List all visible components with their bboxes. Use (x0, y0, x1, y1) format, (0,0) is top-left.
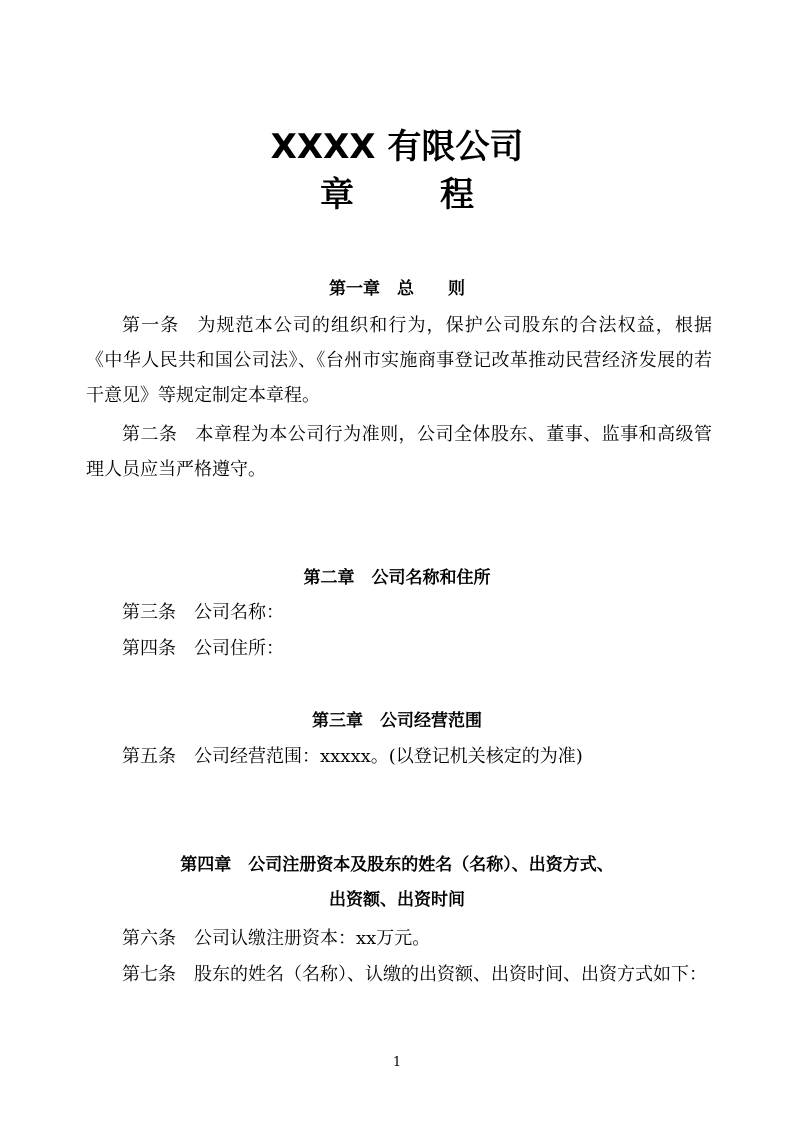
article-4-text: 公司住所： (194, 638, 284, 659)
article-2-text: 本章程为本公司行为准则，公司全体股东、董事、监事和高级管理人员应当严格遵守。 (86, 424, 713, 480)
chapter4-heading-line1: 第四章 公司注册资本及股东的姓名（名称）、出资方式、 (180, 855, 614, 875)
article-4 (122, 636, 722, 662)
article-6-label: 第六条 (122, 928, 176, 949)
article-7-label: 第七条 (122, 964, 176, 985)
article-5-text: 公司经营范围：xxxxx。(以登记机关核定的为准) (194, 746, 583, 767)
article-6-text: 公司认缴注册资本：xx万元。 (194, 928, 431, 949)
article-3-label: 第三条 (122, 602, 176, 623)
charter-title-char2: 程 (440, 175, 474, 215)
article-1-text: 为规范本公司的组织和行为，保护公司股东的合法权益，根据《中华人民共和国公司法》、《台州市实施商事登记改革推动民营经济发展的若干意见》等规定制定本章程。 (86, 315, 712, 406)
article-3 (122, 600, 722, 626)
article-7 (122, 962, 742, 988)
article-7-text: 股东的姓名（名称）、认缴的出资额、出资时间、出资方式如下： (194, 964, 707, 985)
article-2-label: 第二条 (122, 424, 178, 445)
article-3-text: 公司名称： (194, 602, 284, 623)
chapter4-heading-line2: 出资额、出资时间 (329, 890, 465, 910)
page-number: 1 (392, 1055, 402, 1070)
article-1 (86, 308, 712, 413)
article-1-label: 第一条 (122, 315, 180, 336)
article-5-label: 第五条 (122, 746, 176, 767)
article-5 (122, 744, 722, 770)
article-6 (122, 926, 722, 952)
charter-title (0, 172, 794, 218)
chapter2-heading: 第二章 公司名称和住所 (303, 568, 491, 588)
article-4-label: 第四条 (122, 638, 176, 659)
chapter3-heading: 第三章 公司经营范围 (312, 711, 482, 731)
charter-title-char1: 章 (320, 175, 354, 215)
company-title: XXXX 有限公司 (270, 127, 524, 167)
chapter1-heading: 第一章 总 则 (329, 279, 465, 299)
article-2 (86, 417, 712, 487)
